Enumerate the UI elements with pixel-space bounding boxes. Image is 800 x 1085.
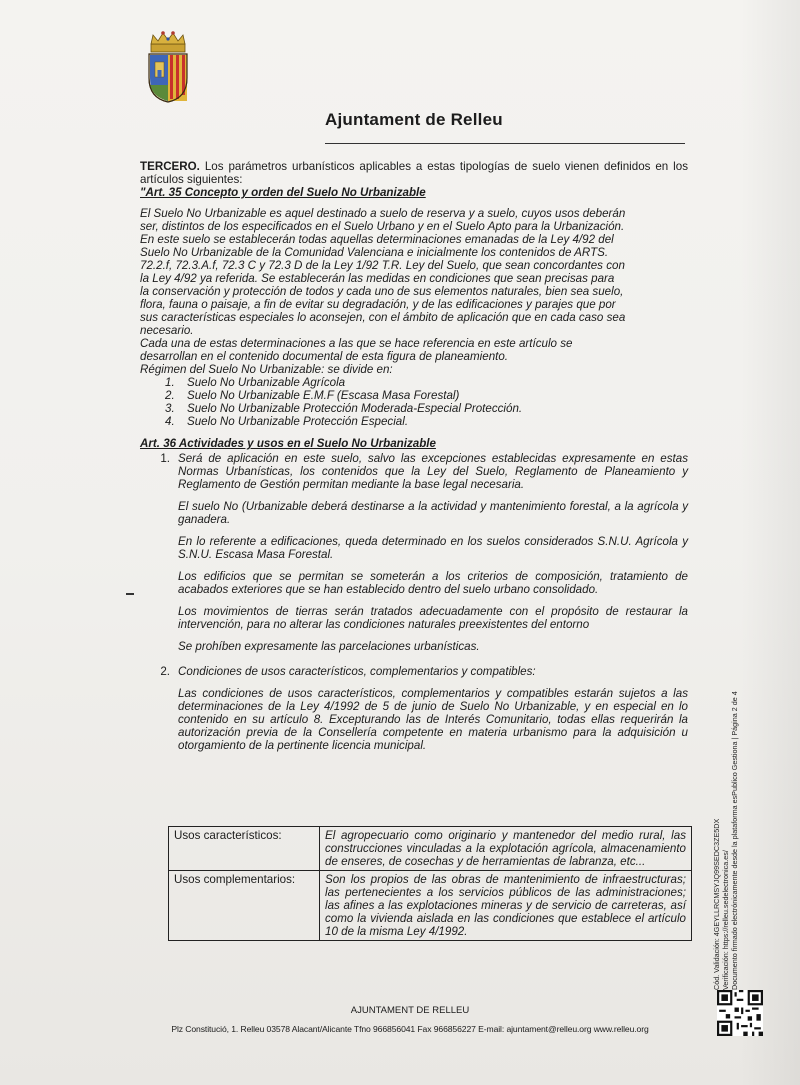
art35-line: Régimen del Suelo No Urbanizable: se divide en: — [140, 363, 393, 376]
item-number: 2. — [160, 665, 170, 678]
item-paragraph: Los movimientos de tierras serán tratados adecuadamente con el propósito de restaurar la intervención, para no alterar las condiciones naturales preexistentes del entorno — [178, 605, 688, 631]
item-paragraph: Las condiciones de usos característicos, complementarios y compatibles estarán sujetos a las determinaciones de la Ley 4/1992 de 5 de junio de Suelo No Urbanizable, y en especial en lo contenido en su artículo 8. Excepturando las de Interés Comunitario, todas ellas requerirán la autorización previa de la Consellería competente en materia urbanismo para la adquisición u otorgamiento de la pertinente licencia municipal. — [178, 687, 688, 752]
stray-mark — [126, 593, 134, 595]
title-divider — [325, 143, 685, 144]
item-number: 1. — [160, 452, 170, 465]
art36-item-1 — [140, 452, 688, 659]
tercero-text: Los parámetros urbanísticos aplicables a estas tipologías de suelo vienen definidos en los artículos siguientes: — [140, 160, 688, 186]
art35-line: la Ley 4/92 ya referida. Se establecerán las medidas en condiciones que sean precisas para — [140, 272, 615, 285]
suelo-types-list — [165, 376, 688, 428]
list-item-text: Suelo No Urbanizable Protección Moderada-Especial Protección. — [187, 402, 523, 415]
qr-code-icon — [717, 990, 763, 1036]
table-row — [169, 871, 692, 941]
art35-line: Suelo No Urbanizable de la Comunidad Valenciana e inicialmente los contenidos de ARTS. — [140, 246, 609, 259]
art35-line: necesario. — [140, 324, 194, 337]
item-paragraph: Se prohíben expresamente las parcelaciones urbanísticas. — [178, 640, 480, 653]
signature-note: Documento firmado electrónicamente desde la plataforma esPublico Gestiona | Página 2 de 4 — [730, 691, 739, 990]
art35-line: sus características especiales lo aconsejen, con el ámbito de aplicación que en cada caso sea — [140, 311, 626, 324]
list-item-text: Suelo No Urbanizable Protección Especial. — [187, 415, 409, 428]
table-cell-value: Son los propios de las obras de mantenimiento de infraestructuras; las pertenecientes a los servicios públicos de las administraciones; las afines a las explotaciones mineras y de servicio de carreteras, así como la vivienda aislada en las condiciones que establece el artículo 10 de la misma Ley 4/1992. — [320, 871, 692, 941]
art36-heading: Art. 36 Actividades y usos en el Suelo No Urbanizable — [140, 437, 436, 450]
list-item — [165, 415, 688, 428]
item-paragraph: El suelo No (Urbanizable deberá destinarse a la actividad y mantenimiento forestal, a la agrícola y ganadera. — [178, 500, 688, 526]
art36-section — [140, 437, 688, 758]
list-item-number: 1. — [165, 376, 175, 389]
verification-url: Verificación: https://relleu.sedelectronica.es/ — [721, 850, 730, 990]
art35-line: En este suelo se establecerán todas aquellas determinaciones emanadas de la Ley 4/92 del — [140, 233, 614, 246]
page-edge-shadow — [740, 0, 800, 1085]
list-item-number: 3. — [165, 402, 175, 415]
footer-org: AJUNTAMENT DE RELLEU — [350, 1005, 470, 1016]
footer-address: Plz Constitució, 1. Relleu 03578 Alacant/Alicante Tfno 966856041 Fax 966856227 E-mail: ajuntament@relleu.org www.relleu.org — [171, 1024, 649, 1034]
item-paragraph: Será de aplicación en este suelo, salvo las excepciones establecidas expresamente en estas Normas Urbanísticas, los contenidos que la Ley del Suelo, Reglamento de Planeamiento y Reglamento de Gestión permitan mediante la base legal necesaria. — [178, 452, 688, 491]
validation-stamp — [712, 660, 739, 990]
list-item-number: 2. — [165, 389, 175, 402]
list-item — [165, 402, 688, 415]
tercero-lead: TERCERO. — [140, 160, 200, 173]
art35-line: la conservación y protección de todos y cada uno de sus elementos naturales, bien sea suelo, — [140, 285, 624, 298]
page-footer — [150, 1005, 670, 1034]
list-item-number: 4. — [165, 415, 175, 428]
table-cell-label: Usos complementarios: — [169, 871, 320, 941]
document-body — [140, 160, 688, 758]
table-cell-value: El agropecuario como originario y mantenedor del medio rural, las construcciones vinculadas a la explotación agrícola, almacenamiento de enseres, de cosechas y de herramientas de labranza, etc... — [320, 827, 692, 871]
item-paragraph: En lo referente a edificaciones, queda determinado en los suelos considerados S.N.U. Agrícola y S.N.U. Escasa Masa Forestal. — [178, 535, 688, 561]
art35-line: ser, distintos de los especificados en el Suelo Urbano y en el Suelo Apto para la Urbanización. — [140, 220, 625, 233]
table-row — [169, 827, 692, 871]
list-item-text: Suelo No Urbanizable Agrícola — [187, 376, 346, 389]
art35-line: flora, fauna o paisaje, a fin de evitar su degradación, y de las edificaciones y parajes que por — [140, 298, 616, 311]
municipal-crest-icon — [143, 30, 193, 104]
item-body — [178, 665, 688, 758]
art35-text — [140, 207, 688, 376]
item-body — [178, 452, 688, 659]
validation-code: Cód. Validación: 4GEYLLRCMSYJQ99SEDC3ZE5DX — [712, 818, 721, 990]
art35-line: Cada una de estas determinaciones a las que se hace referencia en este artículo se — [140, 337, 573, 350]
item-paragraph: Los edificios que se permitan se someterán a los criterios de composición, tratamiento de acabados exteriores que se han establecido dentro del suelo urbano consolidado. — [178, 570, 688, 596]
tercero-paragraph — [140, 160, 688, 186]
table-cell-label: Usos característicos: — [169, 827, 320, 871]
list-item — [165, 376, 688, 389]
item-heading: Condiciones de usos característicos, complementarios y compatibles: — [178, 665, 536, 678]
art35-line: desarrollan en el contenido documental de esta figura de planeamiento. — [140, 350, 509, 363]
art35-line: El Suelo No Urbanizable es aquel destinado a suelo de reserva y a suelo, cuyos usos deberán — [140, 207, 626, 220]
list-item-text: Suelo No Urbanizable E.M.F (Escasa Masa Forestal) — [187, 389, 460, 402]
art35-line: 72.2.f, 72.3.A.f, 72.3 C y 72.3 D de la Ley 1/92 T.R. Ley del Suelo, que sean concordantes con — [140, 259, 625, 272]
art36-item-2 — [140, 665, 688, 758]
list-item — [165, 389, 688, 402]
usos-table — [168, 826, 692, 941]
page-title: Ajuntament de Relleu — [325, 110, 503, 129]
art35-heading: "Art. 35 Concepto y orden del Suelo No Urbanizable — [140, 186, 426, 199]
